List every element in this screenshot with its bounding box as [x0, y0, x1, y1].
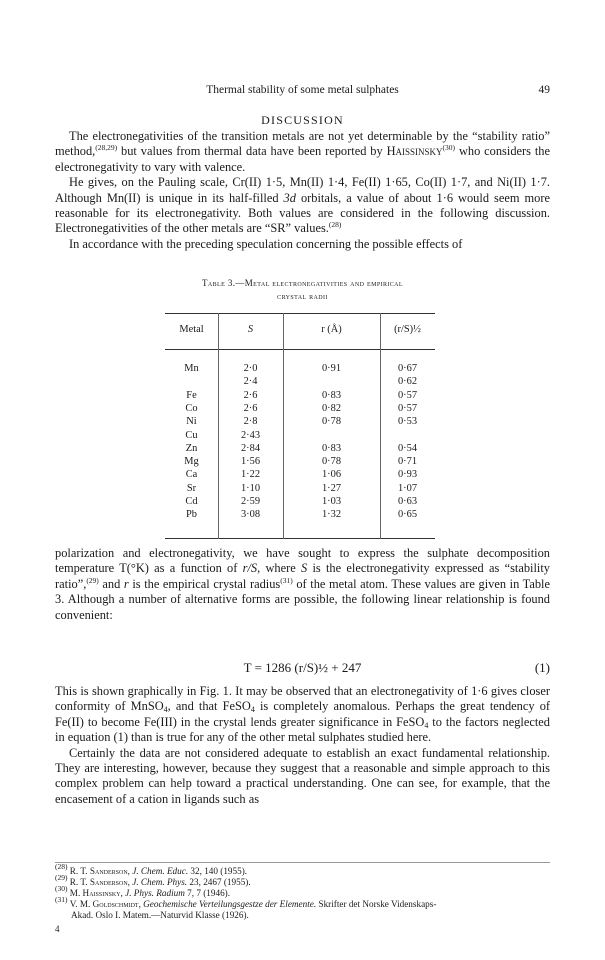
table-cell-metal: Ni: [186, 416, 197, 428]
table-header-rule: [165, 349, 435, 350]
paragraph-1: The electronegativities of the transition metals are not yet determinable by the “stability ratio” method,$^{(28,29)}$ but values from thermal data have been reported by Haissinsky$^{(30)}$ who considers the electronegativity to vary with valence.: [55, 129, 550, 174]
paragraph-2: He gives, on the Pauling scale, Cr(II) 1·5, Mn(II) 1·4, Fe(II) 1·65, Co(II) 1·7, and Ni(II) 1·7. Although Mn(II) is unique in its half-filled 3d orbitals, a value of about 1·6 would seem more reasonable for its electronegativity. Both values are considered in the following discussion. Electronegativities of the other metals are “SR” values.$^{(28)}$: [55, 175, 550, 236]
table-cell-radius: 0·83: [321, 442, 342, 454]
table-cell-metal: Cd: [185, 496, 198, 507]
footnote-continuation: Akad. Oslo I. Matem.—Naturvid Klasse (1926).: [71, 910, 249, 920]
footnotes: [55, 862, 550, 921]
column-header-ratio: (r/S)½: [394, 324, 421, 335]
running-header: [55, 84, 550, 100]
table-cell-s: 2·43: [240, 429, 261, 441]
table-cell-s: 2·6: [243, 389, 258, 401]
table-cell-metal: Mn: [184, 363, 199, 374]
table-cell-metal: Ca: [185, 469, 198, 481]
column-header-s: S: [247, 324, 254, 335]
table-cell-metal: Co: [185, 402, 198, 414]
table-cell-s: 2·84: [240, 442, 261, 454]
table-cell-ratio: 0·54: [397, 442, 418, 454]
equation-formula: T = 1286 (r/S)½ + 247: [243, 660, 362, 675]
table-caption-line1: Table 3.—Metal electronegativities and empirical: [202, 278, 403, 288]
table-bottom-rule: [165, 538, 435, 539]
table-top-rule: [165, 313, 435, 314]
body-text-top: [55, 129, 550, 252]
table-cell-s: 3·08: [240, 509, 261, 521]
equation-number: (1): [534, 660, 550, 675]
table-cell-ratio: 0·57: [397, 402, 418, 414]
table-cell-s: 2·0: [243, 363, 258, 374]
footnote-rule: [55, 862, 550, 863]
table-cell-radius: 1·03: [321, 496, 342, 507]
paragraph-5: This is shown graphically in Fig. 1. It may be observed that an electronegativity of 1·6 gives closer conformity of MnSO$_4$, and that FeSO$_4$ is completely anomalous. Perhaps the great tendency of Fe(II) to become Fe(III) in the crystal lends greater significance in FeSO$_4$ to the factors neglected in equation (1) than is true for any of the other metal sulphates studied here.: [55, 684, 551, 745]
table-cell-radius: 0·82: [321, 402, 342, 414]
citation: (28): [328, 220, 342, 230]
page-number: 49: [538, 84, 550, 96]
paragraph-4: polarization and electronegativity, we have sought to express the sulphate decomposition temperature T(°K) as a function of r/S, where S is the electronegativity expressed as “stability ratio”,$^{(29)}$ and r is the empirical crystal radius$^{(31)}$ of the metal atom. These values are given in Table 3. Although a number of alternative forms are possible, the following linear relationship is found convenient:: [55, 546, 550, 622]
table-cell-radius: 1·32: [321, 509, 342, 521]
footnote: $^{(31)}$ V. M. Goldschmidt, Geochemische Verteilungsgestze der Elemente. Skrifter det Norske Videnskaps-: [55, 895, 437, 909]
table-cell-ratio: 0·62: [397, 376, 418, 388]
column-header-metal: Metal: [179, 324, 204, 335]
table-cell-ratio: 0·65: [397, 509, 418, 521]
table-cell-radius: 0·91: [321, 363, 342, 374]
author-name: Haissinsky: [386, 144, 443, 159]
running-title: Thermal stability of some metal sulphates: [206, 84, 399, 96]
table-cell-metal: Zn: [185, 442, 198, 454]
table-cell-metal: Pb: [186, 509, 197, 521]
table-cell-ratio: 0·63: [397, 496, 418, 507]
citation: (30): [442, 143, 456, 153]
table-cell-s: 1·22: [240, 469, 261, 481]
table-cell-metal: Cu: [185, 429, 198, 441]
equation-block: [55, 660, 550, 678]
table-cell-ratio: 0·57: [397, 389, 418, 401]
body-text-middle: [55, 546, 550, 623]
table-cell-radius: 1·27: [321, 482, 342, 494]
electronegativity-table: [165, 313, 435, 539]
footnote: $^{(30)}$ M. Haissinsky, J. Phys. Radium 7, 7 (1946).: [55, 884, 231, 898]
footnote: $^{(28)}$ R. T. Sanderson, J. Chem. Educ. 32, 140 (1955).: [55, 862, 248, 876]
body-text-bottom: [55, 684, 550, 807]
table-cell-ratio: 0·53: [397, 416, 418, 428]
table-cell-s: 1·10: [240, 482, 261, 494]
paragraph-6: Certainly the data are not considered adequate to establish an exact fundamental relationship. They are interesting, however, because they suggest that a reasonable and simple approach to this complex problem can help toward a practical understanding. One can see, for example, that the encasement of a cation in ligands such as: [55, 745, 550, 806]
signature-mark: 4: [55, 924, 60, 934]
table-cell-metal: Sr: [186, 482, 197, 494]
footnote: $^{(29)}$ R. T. Sanderson, J. Chem. Phys. 23, 2467 (1955).: [55, 873, 251, 887]
column-header-radius: r (Å): [321, 324, 342, 335]
table-cell-s: 2·59: [240, 496, 261, 507]
table-cell-ratio: 0·67: [397, 363, 418, 374]
table-cell-s: 2·8: [243, 416, 258, 428]
table-cell-s: 2·4: [243, 376, 258, 388]
table-cell-ratio: 0·71: [397, 456, 418, 468]
table-cell-metal: Fe: [186, 389, 197, 401]
table-caption-line2: crystal radii: [277, 290, 328, 301]
table-cell-radius: 1·06: [321, 469, 342, 481]
table-cell-radius: 0·83: [321, 389, 342, 401]
table-caption: [55, 277, 550, 302]
citation: (29): [86, 575, 99, 585]
table-cell-radius: 0·78: [321, 456, 342, 468]
table-cell-ratio: 0·93: [397, 469, 418, 481]
table-cell-metal: Mg: [184, 456, 199, 468]
section-heading: DISCUSSION: [261, 113, 344, 127]
paragraph-3: In accordance with the preceding speculation concerning the possible effects of: [69, 236, 463, 251]
table-cell-radius: 0·78: [321, 416, 342, 428]
table-cell-ratio: 1·07: [397, 482, 418, 494]
table-cell-s: 1·56: [240, 456, 261, 468]
citation: (31): [280, 575, 293, 585]
table-cell-s: 2·6: [243, 402, 258, 414]
citation: (28,29): [95, 143, 118, 153]
